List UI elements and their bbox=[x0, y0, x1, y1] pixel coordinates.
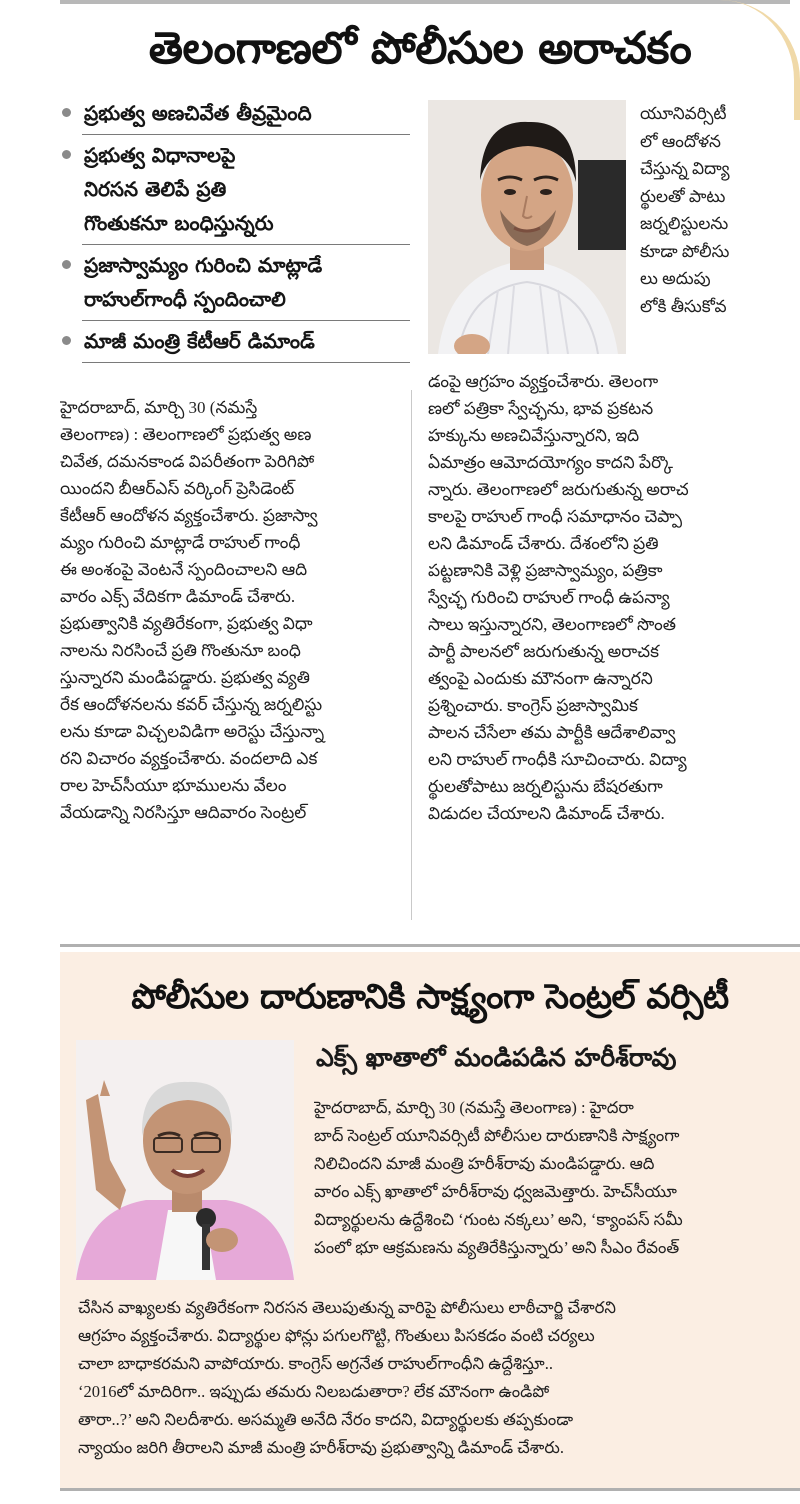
body-line: పంలో భూ ఆక్రమణను వ్యతిరేకిస్తున్నారు’ అని సీఎం రేవంత్‌ bbox=[314, 1238, 680, 1257]
harish-rao-portrait-image bbox=[76, 1040, 294, 1280]
body-line: స్వేచ్ఛ గురించి రాహుల్‌ గాంధీ ఉపన్యా bbox=[428, 588, 670, 607]
body-line: బాద్‌ సెంట్రల్‌ యూనివర్సిటీ పోలీసుల దారుణానికి సాక్ష్యంగా bbox=[314, 1126, 680, 1145]
subheadline-story2: ఎక్స్‌ ఖాతాలో మండిపడిన హరీశ్‌రావు bbox=[316, 1043, 677, 1072]
body-line: పార్టీ పాలనలో జరుగుతున్న అరాచక bbox=[428, 642, 659, 661]
bullet-icon bbox=[62, 336, 71, 345]
body-line: డంపై ఆగ్రహం వ్యక్తంచేశారు. తెలంగా bbox=[428, 372, 659, 391]
harish-rao-photo bbox=[76, 1040, 294, 1280]
body-line: హక్కును అణచివేస్తున్నారని, ఇది bbox=[428, 426, 640, 445]
body-line: కాలపై రాహుల్‌ గాంధీ సమాధానం చెప్పా bbox=[428, 507, 683, 526]
headline-story1: తెలంగాణలో పోలీసుల అరాచకం bbox=[148, 23, 692, 74]
body-line: సాలు ఇస్తున్నారని, తెలంగాణలో సొంత bbox=[428, 615, 676, 634]
body-line: వేయడాన్ని నిరసిస్తూ ఆదివారం సెంట్రల్‌ bbox=[60, 803, 307, 822]
body-line: వారం ఎక్స్‌ వేదికగా డిమాండ్‌ చేశారు. bbox=[60, 587, 296, 606]
body-line: ఏమాత్రం ఆమోదయోగ్యం కాదని పేర్కొ bbox=[428, 453, 673, 472]
highlight-text: నిరసన తెలిపే ప్రతి bbox=[84, 177, 227, 201]
highlight-text: గొంతుకనూ బంధిస్తున్నరు bbox=[84, 211, 274, 235]
bullet-icon bbox=[62, 260, 71, 269]
body-line: ప్రభుత్వానికి వ్యతిరేకంగా, ప్రభుత్వ విధా bbox=[60, 614, 313, 633]
headline-story2: పోలీసుల దారుణానికి సాక్ష్యంగా సెంట్రల్‌ వర్సిటీ bbox=[131, 977, 729, 1017]
body-line: హైదరాబాద్‌, మార్చి 30 (నమస్తే తెలంగాణ) : హైదరా bbox=[314, 1098, 634, 1117]
body-line: లను కూడా విచ్చలవిడిగా అరెస్టు చేస్తున్నా bbox=[60, 722, 325, 741]
body-line: యిందని బీఆర్‌ఎస్‌ వర్కింగ్‌ ప్రెసిడెంట్‌ bbox=[60, 479, 295, 498]
highlight-item bbox=[60, 138, 410, 240]
body-line: విద్యార్థులను ఉద్దేశించి ‘గుంట నక్కలు’ అని, ‘క్యాంపస్‌ సమీ bbox=[314, 1210, 683, 1229]
top-rule bbox=[60, 0, 790, 4]
highlight-text: ప్రభుత్వ అణచివేత తీవ్రమైంది bbox=[84, 101, 312, 125]
body-line: పాలన చేసేలా తమ పార్టీకి ఆదేశాలివ్వా bbox=[428, 723, 676, 742]
story1-column2 bbox=[428, 368, 768, 827]
body-line: ర్థులతో పాటు bbox=[640, 186, 726, 206]
body-line: కేటీఆర్‌ ఆందోళన వ్యక్తంచేశారు. ప్రజాస్వా bbox=[60, 506, 318, 525]
body-line: ఈ అంశంపై వెంటనే స్పందించాలని ఆది bbox=[60, 560, 308, 579]
body-line: చాలా బాధాకరమని వాపోయారు. కాంగ్రెస్‌ అగ్రనేత రాహుల్‌గాంధీని ఉద్దేశిస్తూ.. bbox=[78, 1354, 553, 1373]
body-line: జర్నలిస్టులను bbox=[640, 214, 729, 233]
body-line: ర్థులతోపాటు జర్నలిస్టును బేషరతుగా bbox=[428, 777, 663, 796]
story1-column2-top bbox=[640, 100, 768, 320]
story1-column1 bbox=[60, 394, 394, 826]
bottom-rule bbox=[60, 1488, 800, 1491]
body-line: చివేత, దమనకాండ విపరీతంగా పెరిగిపో bbox=[60, 452, 315, 471]
highlight-item bbox=[60, 248, 410, 316]
body-line: లని రాహుల్‌ గాంధీకి సూచించారు. విద్యా bbox=[428, 750, 687, 769]
body-line: తారా..?’ అని నిలదీశారు. అసమ్మతి అనేది నేరం కాదని, విద్యార్థులకు తప్పకుండా bbox=[78, 1410, 574, 1429]
highlights-list bbox=[60, 96, 410, 366]
highlight-text: మాజీ మంత్రి కేటీఆర్‌ డిమాండ్‌ bbox=[84, 329, 315, 353]
body-line: నాలను నిరసించే ప్రతి గొంతునూ బంధి bbox=[60, 641, 301, 660]
body-line: మ్యం గురించి మాట్లాడే రాహుల్‌ గాంధీ bbox=[60, 533, 301, 552]
highlight-text: ప్రభుత్వ విధానాలపై bbox=[84, 143, 236, 167]
body-line: లో ఆందోళన bbox=[640, 131, 721, 151]
ktr-portrait-image bbox=[428, 100, 626, 354]
highlight-item bbox=[60, 324, 410, 358]
body-line: స్తున్నారని మండిపడ్డారు. ప్రభుత్వ వ్యతి bbox=[60, 668, 310, 687]
body-line: ణలో పత్రికా స్వేచ్ఛను, భావ ప్రకటన bbox=[428, 399, 654, 418]
body-line: కూడా పోలీసు bbox=[640, 241, 730, 261]
body-line: లు అదుపు bbox=[640, 269, 711, 288]
highlight-item bbox=[60, 96, 410, 130]
body-line: రేక ఆందోళనలను కవర్‌ చేస్తున్న జర్నలిస్టు bbox=[60, 695, 323, 714]
story-separator bbox=[60, 944, 800, 947]
story2-column-bottom bbox=[78, 1294, 778, 1462]
body-line: న్నారు. తెలంగాణలో జరుగుతున్న అరాచ bbox=[428, 480, 689, 499]
body-line: లోకి తీసుకోవ bbox=[640, 296, 727, 316]
body-line: విడుదల చేయాలని డిమాండ్‌ చేశారు. bbox=[428, 804, 665, 823]
body-line: రని విచారం వ్యక్తంచేశారు. వందలాది ఎక bbox=[60, 749, 318, 768]
body-line: చేస్తున్న విద్యా bbox=[640, 159, 730, 178]
body-line: రాల హెచ్‌సీయూ భూములను వేలం bbox=[60, 776, 287, 795]
body-line: చేసిన వాఖ్యలకు వ్యతిరేకంగా నిరసన తెలుపుతున్న వారిపై పోలీసులు లాఠీచార్జి చేశారని bbox=[78, 1298, 616, 1317]
story2-column-top bbox=[314, 1094, 774, 1262]
body-line: యూనివర్సిటీ bbox=[640, 104, 727, 123]
body-line: వారం ఎక్స్‌ ఖాతాలో హరీశ్‌రావు ధ్వజమెత్తారు. హెచ్‌సీయూ bbox=[314, 1182, 677, 1201]
body-line: తెలంగాణ) : తెలంగాణలో ప్రభుత్వ అణ bbox=[60, 425, 312, 444]
body-line: లని డిమాండ్‌ చేశారు. దేశంలోని ప్రతి bbox=[428, 534, 659, 553]
column-divider bbox=[411, 390, 412, 920]
body-line: హైదరాబాద్‌, మార్చి 30 (నమస్తే bbox=[60, 398, 258, 417]
highlight-text: ప్రజాస్వామ్యం గురించి మాట్లాడే bbox=[84, 253, 323, 277]
ktr-photo bbox=[428, 100, 626, 354]
body-line: త్వంపై ఎందుకు మౌనంగా ఉన్నారని bbox=[428, 669, 653, 688]
body-line: పట్టణానికి వెళ్లి ప్రజాస్వామ్యం, పత్రికా bbox=[428, 561, 663, 580]
body-line: న్యాయం జరిగి తీరాలని మాజీ మంత్రి హరీశ్‌రావు ప్రభుత్వాన్ని డిమాండ్‌ చేశారు. bbox=[78, 1438, 564, 1457]
bullet-icon bbox=[62, 150, 71, 159]
body-line: నిలిచిందని మాజీ మంత్రి హరీశ్‌రావు మండిపడ్డారు. ఆది bbox=[314, 1154, 655, 1173]
highlight-text: రాహుల్‌గాంధీ స్పందించాలి bbox=[84, 287, 286, 311]
bullet-icon bbox=[62, 108, 71, 117]
body-line: ఆగ్రహం వ్యక్తంచేశారు. విద్యార్థుల ఫోన్లు పగులగొట్టి, గొంతులు పిసకడం వంటి చర్యలు bbox=[78, 1326, 595, 1345]
body-line: ‘2016లో మాదిరిగా.. ఇప్పుడు తమరు నిలబడుతారా? లేక మౌనంగా ఉండిపో bbox=[78, 1382, 550, 1401]
body-line: ప్రశ్నించారు. కాంగ్రెస్‌ ప్రజాస్వామిక bbox=[428, 696, 638, 715]
